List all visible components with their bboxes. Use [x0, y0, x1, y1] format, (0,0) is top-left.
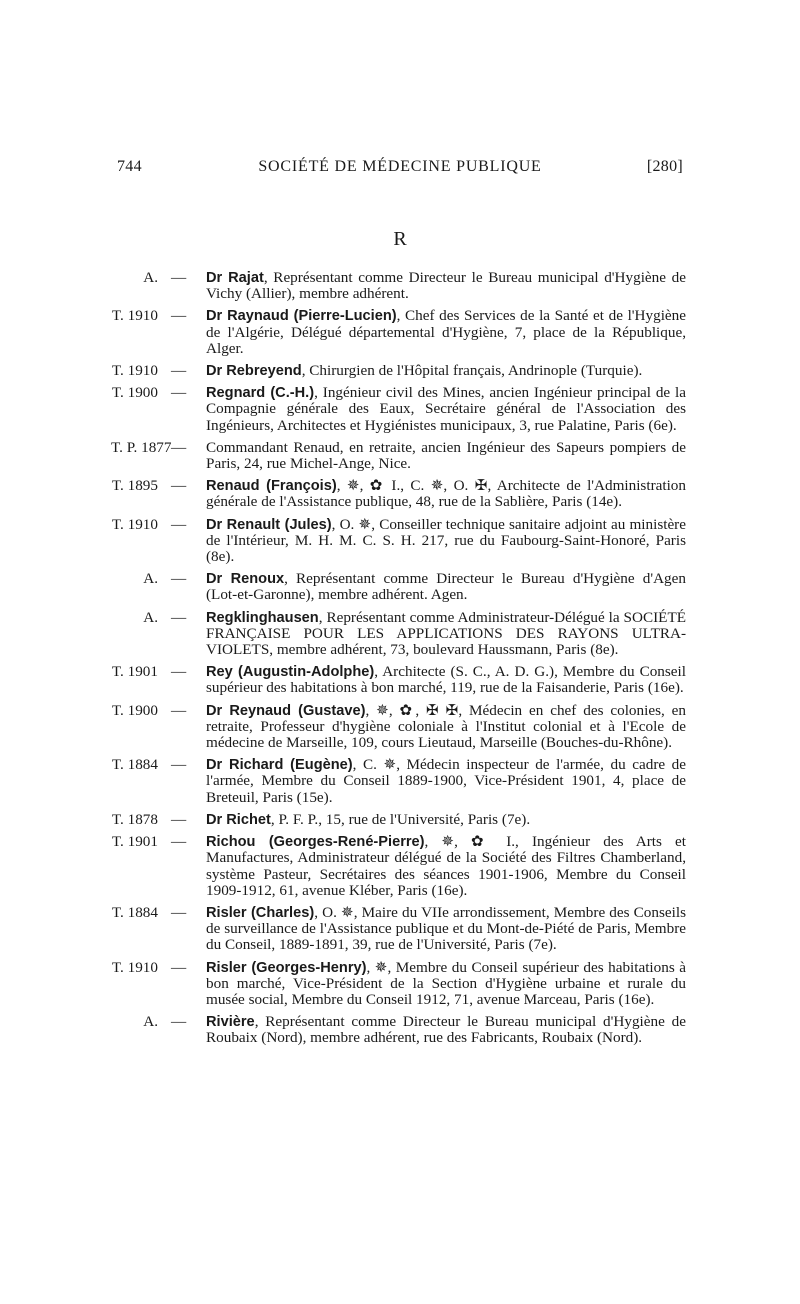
entry-gutter	[111, 703, 206, 719]
membership-code: A.	[143, 608, 158, 626]
entry-gutter	[111, 385, 206, 401]
member-details: , Représentant comme Directeur le Bureau d'Hygiène d'Agen (Lot-et-Garonne), membre adhérent. Agen.	[206, 570, 686, 604]
member-name: Dr Reynaud (Gustave)	[206, 702, 366, 719]
member-details: , O. ✵, Maire du VIIe arrondissement, Membre des Conseils de surveillance de l'Assistance publique et du Mont-de-Piété de Paris, Membre du Conseil, 1889-1891, 39, rue de l'Université, Paris (7e).	[206, 903, 686, 954]
membership-code: A.	[143, 269, 158, 286]
entry-gutter	[111, 363, 206, 379]
dash-separator: —	[171, 701, 187, 719]
dash-separator: —	[171, 756, 187, 774]
original-page-ref: [280]	[646, 158, 683, 175]
dash-separator: —	[171, 307, 187, 325]
member-entry	[111, 905, 686, 954]
member-details: , Représentant comme Directeur le Bureau municipal d'Hygiène de Vichy (Allier), membre adhérent.	[206, 269, 686, 303]
dash-separator: —	[171, 269, 187, 286]
member-details: , P. F. P., 15, rue de l'Université, Paris (7e).	[270, 810, 531, 828]
member-name: Dr Renoux	[206, 571, 285, 588]
entry-gutter	[111, 812, 206, 828]
member-name: Rey (Augustin-Adolphe)	[206, 664, 375, 681]
member-name: Dr Richet	[206, 811, 271, 828]
member-entry	[111, 440, 686, 472]
member-name: Regnard (C.-H.)	[206, 385, 315, 402]
entry-gutter	[111, 610, 206, 626]
member-entry	[111, 517, 686, 566]
member-details: , Représentant comme Administrateur-Délégué la SOCIÉTÉ FRANÇAISE POUR LES APPLICATIONS DES RAYONS ULTRA-VIOLETS, membre adhérent, 73, boulevard Haussmann, Paris (8e).	[206, 608, 686, 659]
member-details: , Architecte (S. C., A. D. G.), Membre du Conseil supérieur des habitations à bon marché, 119, rue de la Faisanderie, Paris (16e).	[206, 663, 686, 697]
member-details: , Ingénieur civil des Mines, ancien Ingénieur principal de la Compagnie générale des Eaux, Secrétaire général de l'Association des Ingénieurs, Architectes et Hygiénistes municipaux, 3, rue Palatine, Paris (6e).	[206, 384, 686, 434]
dash-separator: —	[171, 515, 187, 533]
membership-code: T. 1895	[111, 477, 158, 495]
member-name: Dr Raynaud (Pierre-Lucien)	[206, 308, 397, 325]
member-name: Rivière	[206, 1014, 255, 1031]
member-name: Dr Rajat	[206, 270, 264, 286]
dash-separator: —	[171, 958, 187, 976]
member-name: Renaud (François)	[206, 478, 337, 495]
membership-code: T. 1901	[111, 663, 158, 681]
entry-gutter	[111, 440, 206, 456]
dash-separator: —	[171, 570, 187, 588]
member-entry	[111, 703, 686, 752]
member-details: , C. ✵, Médecin inspecteur de l'armée, du cadre de l'armée, Membre du Conseil 1889-1900, Vice-Président 1901, 4, place de Breteuil, Paris (15e).	[206, 756, 687, 806]
membership-code: T. P. 1877	[111, 438, 172, 456]
member-details: , ✵, ✿ I., Ingénieur des Arts et Manufactures, Administrateur délégué de la Société des Filtres Chamberland, système Pasteur, Secrétaires des séances 1901-1906, Membre du Conseil 1909-1912, 61, avenue Kléber, Paris (16e).	[206, 833, 686, 899]
membership-code: T. 1910	[111, 362, 158, 380]
page-header	[117, 158, 683, 182]
member-entry	[111, 385, 686, 434]
member-entry	[111, 571, 686, 603]
entry-gutter	[111, 1014, 206, 1030]
member-entry	[111, 363, 686, 379]
dash-separator: —	[171, 362, 187, 380]
member-details: , Chirurgien de l'Hôpital français, Andrinople (Turquie).	[301, 362, 643, 380]
entry-gutter	[111, 664, 206, 680]
member-name: Richou (Georges-René-Pierre)	[206, 834, 425, 851]
member-entry	[111, 757, 686, 806]
member-entry	[111, 812, 686, 828]
member-list	[111, 270, 686, 1053]
entry-gutter	[111, 270, 206, 286]
membership-code: A.	[143, 570, 158, 588]
membership-code: T. 1910	[111, 515, 158, 533]
member-name: Risler (Charles)	[206, 904, 315, 921]
entry-gutter	[111, 757, 206, 773]
dash-separator: —	[171, 833, 187, 851]
entry-gutter	[111, 960, 206, 976]
dash-separator: —	[171, 477, 187, 495]
member-entry	[111, 308, 686, 357]
member-details: Commandant Renaud, en retraite, ancien Ingénieur des Sapeurs pompiers de Paris, 24, rue Michel-Ange, Nice.	[206, 438, 686, 473]
dash-separator: —	[171, 608, 187, 626]
member-details: , ✵, ✿ I., C. ✵, O. ✠, Architecte de l'Administration générale de l'Assistance publique, 48, rue de la Sablière, Paris (14e).	[206, 477, 686, 511]
dash-separator: —	[171, 384, 187, 402]
membership-code: A.	[143, 1013, 158, 1031]
entry-gutter	[111, 308, 206, 324]
membership-code: T. 1910	[111, 958, 158, 976]
member-details: , Représentant comme Directeur le Bureau municipal d'Hygiène de Roubaix (Nord), membre adhérent, rue des Fabricants, Roubaix (Nord).	[206, 1013, 686, 1047]
member-name: Dr Renault (Jules)	[206, 516, 332, 533]
member-entry	[111, 610, 686, 659]
member-details: , ✵, ✿, ✠ ✠, Médecin en chef des colonies, en retraite, Professeur d'hygiène coloniale à l'Institut colonial et à l'Ecole de médecine de Marseille, 109, cours Lieutaud, Marseille (Bouches-du-Rhône).	[206, 701, 686, 752]
entry-gutter	[111, 571, 206, 587]
membership-code: T. 1884	[111, 903, 158, 921]
running-title: SOCIÉTÉ DE MÉDECINE PUBLIQUE	[258, 158, 542, 175]
entry-gutter	[111, 517, 206, 533]
member-details: , O. ✵, Conseiller technique sanitaire adjoint au ministère de l'Intérieur, M. H. M. C. S. H. 217, rue du Faubourg-Saint-Honoré, Paris (8e).	[206, 515, 686, 566]
member-entry	[111, 834, 686, 899]
member-entry	[111, 1014, 686, 1046]
dash-separator: —	[171, 663, 187, 681]
member-name: Dr Rebreyend	[206, 363, 302, 380]
member-entry	[111, 960, 686, 1009]
dash-separator: —	[171, 903, 187, 921]
member-name: Risler (Georges-Henry)	[206, 959, 367, 976]
member-entry	[111, 270, 686, 302]
membership-code: T. 1900	[111, 701, 158, 719]
membership-code: T. 1901	[111, 833, 158, 851]
member-name: Regklinghausen	[206, 609, 319, 626]
member-entry	[111, 478, 686, 510]
dash-separator: —	[171, 438, 187, 456]
section-letter: R	[393, 228, 407, 250]
member-entry	[111, 664, 686, 696]
membership-code: T. 1884	[111, 756, 158, 774]
membership-code: T. 1878	[111, 810, 158, 828]
membership-code: T. 1910	[111, 307, 158, 325]
member-details: , Chef des Services de la Santé et de l'Hygiène de l'Algérie, Délégué départemental d'Hygiène, 7, place de la République, Alger.	[206, 307, 686, 357]
member-details: , ✵, Membre du Conseil supérieur des habitations à bon marché, Vice-Président de la Section d'Hygiène urbaine et rurale du musée social, Membre du Conseil 1912, 71, avenue Marceau, Paris (16e).	[206, 958, 686, 1008]
entry-gutter	[111, 905, 206, 921]
entry-gutter	[111, 834, 206, 850]
dash-separator: —	[171, 1013, 187, 1031]
entry-gutter	[111, 478, 206, 494]
membership-code: T. 1900	[111, 384, 158, 402]
member-name: Dr Richard (Eugène)	[206, 757, 353, 774]
dash-separator: —	[171, 810, 187, 828]
page-number: 744	[117, 158, 142, 175]
